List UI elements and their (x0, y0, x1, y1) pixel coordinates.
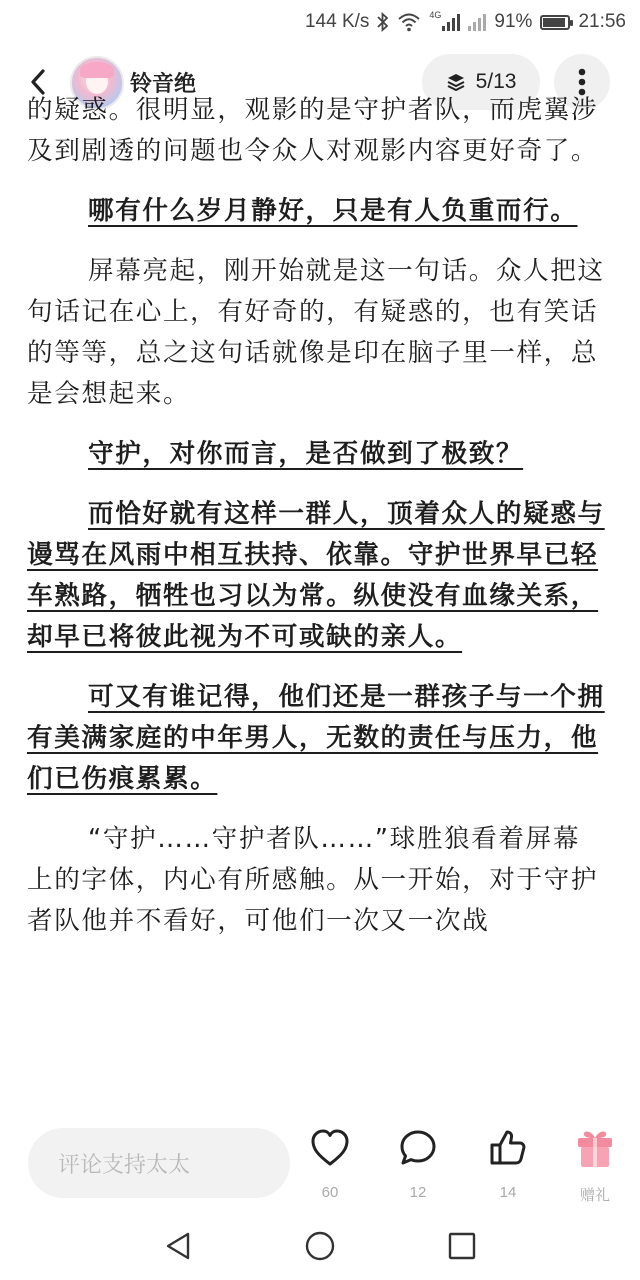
comment-placeholder: 评论支持太太 (58, 1152, 191, 1178)
nav-home-button[interactable] (304, 1230, 336, 1262)
recents-square-icon (447, 1231, 477, 1261)
bluetooth-icon (377, 12, 389, 32)
gift-button[interactable] (565, 1126, 625, 1205)
paragraph-bold: 而恰好就有这样一群人，顶着众人的疑惑与谩骂在风雨中相互扶持、依靠。守护世界早已轻车熟路，牺牲也习以为常。纵使没有血缘关系，却早已将彼此视为不可或缺的亲人。 (27, 499, 605, 652)
gift-icon (575, 1127, 615, 1169)
layers-icon (446, 72, 466, 92)
thumb-up-icon (488, 1128, 528, 1168)
cell-signal-2-icon (468, 13, 486, 31)
action-bar (0, 1118, 640, 1216)
like-button[interactable] (300, 1126, 360, 1201)
paragraph-bold: 守护，对你而言，是否做到了极致？ (88, 439, 524, 469)
heart-icon (310, 1129, 350, 1167)
paragraph-bold: 可又有谁记得，他们还是一群孩子与一个拥有美满家庭的中年男人，无数的责任与压力，他们已伤痕累累。 (27, 682, 605, 794)
speech-bubble-icon (398, 1128, 438, 1168)
chapter-content[interactable] (27, 95, 607, 1106)
nav-recents-button[interactable] (446, 1230, 478, 1262)
paragraph-bold: 哪有什么岁月静好，只是有人负重而行。 (88, 196, 578, 226)
comment-input[interactable] (28, 1128, 290, 1198)
thumb-count: 14 (499, 1184, 517, 1201)
wifi-icon (397, 12, 421, 32)
comment-count: 12 (409, 1184, 427, 1201)
paragraph: 的疑惑。很明显，观影的是守护者队，而虎翼涉及到剧透的问题也令众人对观影内容更好奇了。 (27, 95, 599, 166)
nav-back-button[interactable] (162, 1230, 194, 1262)
thumb-up-button[interactable] (478, 1126, 538, 1201)
paragraph: 屏幕亮起，刚开始就是这一句话。众人把这句话记在心上，有好奇的，有疑惑的，也有笑话的等等，总之这句话就像是印在脑子里一样，总是会想起来。 (27, 256, 605, 409)
gift-label: 赠礼 (579, 1187, 610, 1204)
status-bar (0, 0, 640, 44)
like-count: 60 (321, 1184, 339, 1201)
home-circle-icon (304, 1230, 336, 1262)
chapter-progress: 5/13 (475, 70, 517, 93)
battery-percent: 91% (494, 11, 533, 32)
paragraph: “守护……守护者队……”球胜狼看着屏幕上的字体，内心有所感触。从一开始，对于守护者队他并不看好，可他们一次又一次战 (27, 824, 599, 936)
cell-signal-icon (429, 10, 460, 31)
battery-icon (540, 15, 570, 30)
network-type-label: 4G (429, 10, 442, 20)
back-triangle-icon (164, 1231, 192, 1261)
clock: 21:56 (578, 11, 626, 32)
author-name[interactable]: 铃音绝 (130, 72, 197, 97)
network-speed: 144 K/s (304, 11, 370, 32)
comment-button[interactable] (388, 1126, 448, 1201)
system-nav-bar (0, 1216, 640, 1280)
